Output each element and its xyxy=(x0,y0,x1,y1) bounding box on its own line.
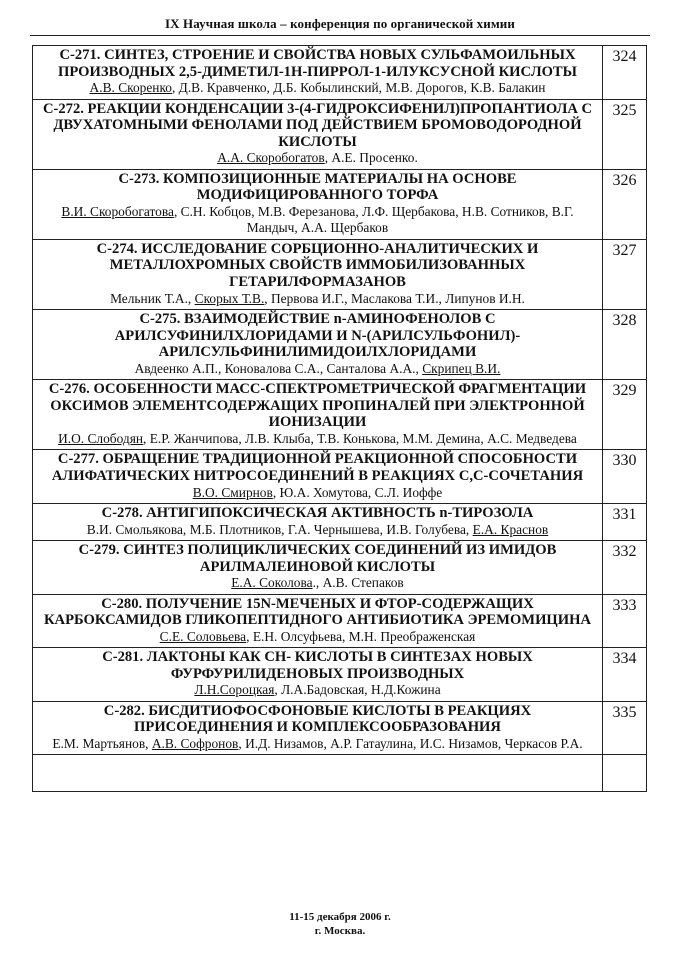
header-rule xyxy=(30,35,650,36)
abstract-authors xyxy=(37,431,598,447)
abstract-authors xyxy=(37,629,598,645)
running-header: IX Научная школа – конференция по органической химии xyxy=(165,16,515,31)
toc-row xyxy=(33,594,647,648)
abstract-title: С-280. ПОЛУЧЕНИЕ 15N-МЕЧЕНЫХ И ФТОР-СОДЕРЖАЩИХ КАРБОКСАМИДОВ ГЛИКОПЕПТИДНОГО АНТИБИОТИКА ЭРЕМОМИЦИНА xyxy=(43,595,592,629)
page-number: 335 xyxy=(603,701,647,755)
authors-rest: , Первова И.Г., Маслакова Т.И., Липунов И.Н. xyxy=(264,290,525,306)
page-number: 328 xyxy=(603,309,647,379)
abstract-authors xyxy=(37,80,598,96)
authors-rest: , А.Е. Просенко. xyxy=(324,150,418,166)
presenting-author: С.Е. Соловьева xyxy=(159,628,247,644)
page-footer xyxy=(0,910,680,938)
abstract-title: С-272. РЕАКЦИИ КОНДЕНСАЦИИ 3-(4-ГИДРОКСИФЕНИЛ)ПРОПАНТИОЛА С ДВУХАТОМНЫМИ ФЕНОЛАМИ ПОД ДЕЙСТВИЕМ БРОМОВОДОРОДНОЙ КИСЛОТЫ xyxy=(42,100,593,150)
presenting-author: А.А. Скоробогатов xyxy=(217,150,325,166)
presenting-author: А.В. Скоренко xyxy=(89,80,172,96)
empty-row xyxy=(33,755,647,792)
abstract-title: С-278. АНТИГИПОКСИЧЕСКАЯ АКТИВНОСТЬ n-ТИРОЗОЛА xyxy=(101,504,534,521)
abstract-title: С-274. ИССЛЕДОВАНИЕ СОРБЦИОННО-АНАЛИТИЧЕСКИХ И МЕТАЛЛОХРОМНЫХ СВОЙСТВ ИММОБИЛИЗОВАННЫХ ГЕТАРИЛФОРМАЗАНОВ xyxy=(96,240,539,290)
page-number: 331 xyxy=(603,503,647,540)
empty-entry-cell xyxy=(33,755,603,792)
abstract-title: С-281. ЛАКТОНЫ КАК СН- КИСЛОТЫ В СИНТЕЗАХ НОВЫХ ФУРФУРИЛИДЕНОВЫХ ПРОИЗВОДНЫХ xyxy=(102,649,533,682)
toc-entry-cell xyxy=(33,701,603,755)
toc-row xyxy=(33,701,647,755)
toc-row xyxy=(33,450,647,504)
toc-row xyxy=(33,169,647,239)
page-number: 333 xyxy=(603,594,647,648)
page-number: 326 xyxy=(603,169,647,239)
toc-row xyxy=(33,380,647,450)
page-number: 327 xyxy=(603,239,647,309)
toc-entry-cell xyxy=(33,309,603,379)
footer-city: г. Москва. xyxy=(314,925,366,937)
authors-rest: , Е.Н. Олсуфьева, М.Н. Преображенская xyxy=(246,628,476,644)
abstract-title: С-271. СИНТЕЗ, СТРОЕНИЕ И СВОЙСТВА НОВЫХ СУЛЬФАМОИЛЬНЫХ ПРОИЗВОДНЫХ 2,5-ДИМЕТИЛ-1H-ПИРРОЛ-1-ИЛУКСУСНОЙ КИСЛОТЫ xyxy=(58,47,577,80)
toc-row xyxy=(33,648,647,702)
toc-row xyxy=(33,540,647,594)
page-number: 330 xyxy=(603,450,647,504)
page-number: 329 xyxy=(603,380,647,450)
presenting-author: И.О. Слободян xyxy=(58,430,144,446)
presenting-author: В.О. Смирнов xyxy=(192,484,273,500)
authors-before: Авдеенко А.П., Коновалова С.А., Санталова А.А., xyxy=(134,360,423,376)
abstract-authors xyxy=(37,682,598,698)
abstract-authors xyxy=(37,361,598,377)
authors-rest: ., А.В. Степаков xyxy=(312,575,404,591)
toc-entry-cell xyxy=(33,503,603,540)
toc-entry-cell xyxy=(33,450,603,504)
page-number: 325 xyxy=(603,99,647,169)
toc-entry-cell xyxy=(33,648,603,702)
page-number: 332 xyxy=(603,540,647,594)
abstract-authors xyxy=(37,736,598,752)
presenting-author: Скрипец В.И. xyxy=(422,360,501,376)
authors-before: Мельник Т.А., xyxy=(110,290,195,306)
presenting-author: Е.А. Краснов xyxy=(472,521,549,537)
presenting-author: Л.Н.Сороцкая xyxy=(194,682,275,698)
abstract-title: С-277. ОБРАЩЕНИЕ ТРАДИЦИОННОЙ РЕАКЦИОННОЙ СПОСОБНОСТИ АЛИФАТИЧЕСКИХ НИТРОСОЕДИНЕНИЙ В РЕАКЦИЯХ С,С-СОЧЕТАНИЯ xyxy=(51,451,584,484)
authors-rest: , И.Д. Низамов, А.Р. Гатаулина, И.С. Низамов, Черкасов Р.А. xyxy=(238,735,583,751)
abstract-authors xyxy=(37,575,598,591)
toc-entry-cell xyxy=(33,380,603,450)
authors-before: В.И. Смольякова, М.Б. Плотников, Г.А. Чернышева, И.В. Голубева, xyxy=(86,521,473,537)
authors-rest: , С.Н. Кобцов, М.В. Ферезанова, Л.Ф. Щербакова, Н.В. Сотников, В.Г. Мандыч, А.А. Щербаков xyxy=(173,203,574,236)
toc-row xyxy=(33,99,647,169)
toc-row xyxy=(33,46,647,100)
authors-rest: , Ю.А. Хомутова, С.Л. Иоффе xyxy=(272,484,443,500)
toc-entry-cell xyxy=(33,169,603,239)
toc-entry-cell xyxy=(33,99,603,169)
abstract-authors xyxy=(37,291,598,307)
abstract-authors xyxy=(37,150,598,166)
toc-entry-cell xyxy=(33,239,603,309)
empty-page-cell xyxy=(603,755,647,792)
abstract-authors xyxy=(37,204,598,237)
footer-dates: 11-15 декабря 2006 г. xyxy=(289,911,391,923)
toc-entry-cell xyxy=(33,540,603,594)
presenting-author: А.В. Софронов xyxy=(151,735,239,751)
toc-row xyxy=(33,503,647,540)
authors-rest: , Д.В. Кравченко, Д.Б. Кобылинский, М.В. Дорогов, К.В. Балакин xyxy=(171,80,546,96)
authors-rest: , Е.Р. Жанчипова, Л.В. Клыба, Т.В. Конькова, М.М. Демина, А.С. Медведева xyxy=(143,430,577,446)
contents-table xyxy=(32,45,647,792)
abstract-title: С-282. БИСДИТИОФОСФОНОВЫЕ КИСЛОТЫ В РЕАКЦИЯХ ПРИСОЕДИНЕНИЯ И КОМПЛЕКСООБРАЗОВАНИЯ xyxy=(103,702,532,736)
contents-table-body xyxy=(33,46,647,792)
page-number: 334 xyxy=(603,648,647,702)
abstract-title: С-273. КОМПОЗИЦИОННЫЕ МАТЕРИАЛЫ НА ОСНОВЕ МОДИФИЦИРОВАННОГО ТОРФА xyxy=(118,170,517,204)
toc-entry-cell xyxy=(33,46,603,100)
page-number: 324 xyxy=(603,46,647,100)
toc-row xyxy=(33,239,647,309)
presenting-author: Скорых Т.В. xyxy=(194,290,265,306)
abstract-title: С-276. ОСОБЕННОСТИ МАСС-СПЕКТРОМЕТРИЧЕСКОЙ ФРАГМЕНТАЦИИ ОКСИМОВ ЭЛЕМЕНТСОДЕРЖАЩИХ ПРОПИНАЛЕЙ ПРИ ЭЛЕКТРОННОЙ ИОНИЗАЦИИ xyxy=(48,381,587,431)
abstract-title: С-279. СИНТЕЗ ПОЛИЦИКЛИЧЕСКИХ СОЕДИНЕНИЙ ИЗ ИМИДОВ АРИЛМАЛЕИНОВОЙ КИСЛОТЫ xyxy=(78,541,557,575)
presenting-author: Е.А. Соколова xyxy=(231,575,313,591)
abstract-title: С-275. ВЗАИМОДЕЙСТВИЕ n-АМИНОФЕНОЛОВ С АРИЛСУФИНИЛХЛОРИДАМИ И N-(АРИЛСУЛЬФОНИЛ)-АРИЛСУЛЬФИНИЛИМИДОИЛХЛОРИДАМИ xyxy=(114,310,521,361)
presenting-author: В.И. Скоробогатова xyxy=(61,203,174,219)
abstract-authors xyxy=(37,522,598,538)
toc-row xyxy=(33,309,647,379)
abstract-authors xyxy=(37,485,598,501)
toc-entry-cell xyxy=(33,594,603,648)
authors-before: Е.М. Мартьянов, xyxy=(52,735,152,751)
authors-rest: , Л.А.Бадовская, Н.Д.Кожина xyxy=(274,682,441,698)
